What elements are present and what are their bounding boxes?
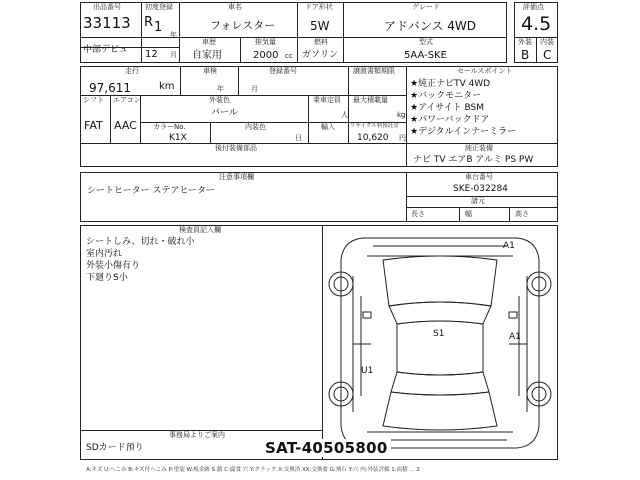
debut-label: 初度登録	[145, 3, 173, 11]
dim-divider	[407, 207, 557, 208]
inspect-year-unit: 年	[217, 85, 224, 93]
dim-sep-1	[459, 207, 460, 221]
model-label: 型式	[419, 38, 433, 46]
sales-point-1: ★純正ナビTV 4WD	[410, 79, 491, 89]
mark-roof: S1	[433, 329, 445, 339]
debut-note-cell	[80, 37, 142, 63]
shift: FAT	[84, 119, 103, 132]
score-cell	[514, 2, 558, 38]
recycle-unit: 円	[399, 134, 406, 142]
inspector-line-3: 外装小傷有り	[86, 261, 141, 271]
inspection-month-cell	[238, 66, 349, 96]
score: 4.5	[521, 13, 552, 35]
import-label: 輸入	[321, 123, 335, 131]
color-label: 外装色	[209, 96, 230, 104]
colorno-cell	[140, 122, 211, 144]
postfit-cell	[80, 143, 407, 167]
displacement-unit: cc	[285, 52, 293, 60]
fuel: ガソリン	[302, 50, 339, 60]
model-cell	[343, 37, 507, 63]
doors-cell	[297, 2, 344, 38]
oem-label: 純正装備	[465, 144, 493, 152]
sales-point-5: ★デジタルインナーミラー	[410, 127, 517, 137]
ac-label: エアコン	[113, 96, 141, 104]
recycle-date-cell	[348, 66, 407, 96]
oem: ナビ TV エアB アルミ PS PW	[413, 155, 534, 165]
doors-label: ドア形状	[305, 3, 333, 11]
inspector-label: 検査員記入欄	[179, 226, 221, 234]
color-cell	[140, 95, 309, 123]
recycle-label: 譲渡書類期限	[353, 67, 395, 75]
colorno: K1X	[169, 133, 187, 143]
displacement-cell	[240, 37, 298, 63]
ac-cell	[110, 95, 141, 144]
shift-label: シフト	[83, 96, 104, 104]
grade-label: グレード	[412, 3, 440, 11]
notes-label: 注意事項欄	[219, 173, 254, 181]
int-score: C	[543, 48, 552, 62]
inspector-line-2: 室内汚れ	[86, 249, 123, 259]
notes-cell	[80, 172, 407, 222]
displacement: 2000	[253, 50, 279, 61]
load-label: 最大積載量	[353, 96, 388, 104]
sales-point-4: ★パワーバックドア	[410, 115, 490, 125]
legend: A:キズ U:へこみ B:キズ付へこみ P:塗装 W:板金跡 S:錆 C:腐食 穴 Y:クラック X:交換済 XX:交換要 G:飛石 Y:穴 内:外装評価 1:面積 ... 2	[86, 467, 420, 473]
capacity-cell	[308, 95, 349, 123]
sales-points-label: セールスポイント	[457, 67, 513, 75]
month-unit: 月	[170, 51, 177, 59]
shift-cell	[80, 95, 111, 144]
recycle-fee-cell	[348, 122, 407, 144]
model-code: 5AA-SKE	[404, 50, 447, 61]
inspector-line-1: シートしみ、切れ・破れ小	[86, 237, 195, 247]
recycle-fee: 10,620	[357, 133, 389, 143]
chassis-cell	[406, 172, 558, 222]
mileage-label: 走行	[125, 67, 139, 75]
mileage-cell	[80, 66, 181, 96]
year: 1	[154, 20, 163, 35]
lot-number: 33113	[83, 14, 131, 32]
month-cell	[141, 31, 180, 63]
int-label: 内装	[540, 38, 554, 46]
capacity-unit: 人	[341, 111, 348, 119]
sales-point-3: ★アイサイト BSM	[410, 103, 484, 113]
recycle-fee-label: リサイクル料預託金	[350, 123, 399, 129]
dim-sep-2	[509, 207, 510, 221]
int-score-cell	[536, 37, 558, 63]
notes-text: シートヒーター ステアヒーター	[87, 186, 215, 196]
chassis-value: SKE-032284	[453, 184, 508, 194]
height-label: 高さ	[515, 210, 529, 218]
vtype: 自家用	[192, 50, 222, 61]
mark-front-right: A1	[503, 241, 515, 251]
month: 12	[145, 49, 158, 60]
mark-right-side: A1	[509, 332, 521, 342]
ext-score: B	[521, 48, 530, 62]
import-cell	[308, 122, 349, 144]
fuel-cell	[297, 37, 344, 63]
mileage-unit: km	[159, 81, 175, 92]
oem-cell	[406, 143, 558, 167]
vtype-label: 車歴	[202, 38, 216, 46]
mileage: 97,611	[89, 81, 131, 95]
car-diagram-cell	[322, 225, 558, 460]
grade-cell	[343, 2, 507, 38]
inspect-label: 車検	[203, 67, 217, 75]
load-unit: kg	[397, 111, 406, 119]
model-debut: 中部デビュ	[83, 45, 129, 55]
ext-label: 外装	[518, 38, 532, 46]
colorno-label: カラーNo.	[153, 123, 186, 131]
car-name-cell	[179, 2, 298, 38]
chassis-label: 車台番号	[465, 173, 493, 181]
ext-score-cell	[514, 37, 537, 63]
inspector-line-4: 下廻りS小	[86, 273, 128, 283]
vtype-cell	[179, 37, 241, 63]
intcolor-cell	[210, 122, 309, 144]
length-label: 長さ	[411, 210, 425, 218]
fuel-label: 燃料	[314, 38, 328, 46]
width-label: 幅	[465, 210, 472, 218]
car-name: フォレスター	[210, 19, 276, 32]
sales-point-2: ★バックモニター	[410, 91, 482, 101]
dim-label: 諸元	[471, 197, 485, 205]
car-name-label: 車名	[228, 3, 242, 11]
score-label: 評価点	[523, 3, 544, 11]
inspect-month-unit: 月	[251, 85, 258, 93]
reg-label: 登録番号	[269, 67, 297, 75]
postfit-label: 後付装備部品	[215, 144, 257, 152]
car-diagram	[323, 226, 557, 459]
displacement-label: 排気量	[255, 38, 276, 46]
lot-label: 出品番号	[93, 3, 121, 11]
ac: AAC	[114, 119, 137, 132]
color: パール	[211, 108, 238, 118]
mark-left-side: U1	[361, 366, 374, 376]
watermark: SAT-40505800	[262, 439, 391, 457]
capacity-label: 乗車定員	[313, 96, 341, 104]
doors: 5W	[310, 19, 330, 33]
load-cell	[348, 95, 407, 123]
date-label: 日	[295, 134, 302, 142]
inspection-cell	[180, 66, 239, 96]
grade: アドバンス 4WD	[384, 19, 476, 33]
office-text: SDカード預り	[86, 443, 144, 453]
year-unit: 年	[170, 31, 177, 39]
inspector-cell	[80, 225, 323, 431]
era: R	[144, 15, 154, 30]
intcolor-label: 内装色	[245, 123, 266, 131]
office-label: 事務局よりご案内	[169, 431, 225, 439]
sales-points-cell	[406, 66, 558, 144]
